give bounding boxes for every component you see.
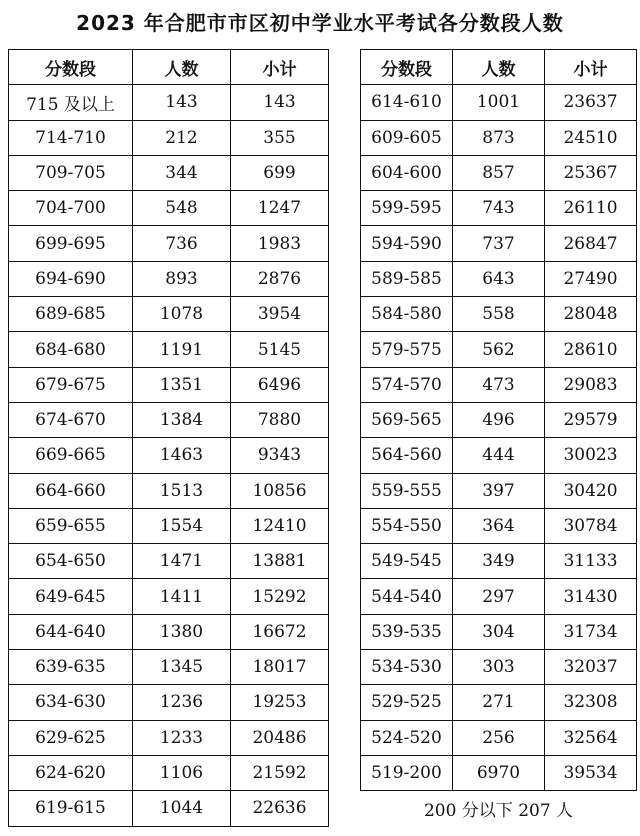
count-cell: 1106 bbox=[133, 755, 231, 790]
table-row bbox=[361, 155, 637, 190]
count-cell: 743 bbox=[453, 191, 545, 226]
subtotal-cell: 12410 bbox=[231, 508, 329, 543]
table-row bbox=[9, 473, 329, 508]
score-range-cell: 604-600 bbox=[361, 155, 453, 190]
subtotal-cell: 10856 bbox=[231, 473, 329, 508]
table-row bbox=[361, 614, 637, 649]
score-range-cell: 664-660 bbox=[9, 473, 133, 508]
subtotal-cell: 1247 bbox=[231, 191, 329, 226]
subtotal-cell: 19253 bbox=[231, 685, 329, 720]
subtotal-cell: 26110 bbox=[545, 191, 637, 226]
count-cell: 444 bbox=[453, 438, 545, 473]
header-range: 分数段 bbox=[9, 50, 133, 85]
subtotal-cell: 1983 bbox=[231, 226, 329, 261]
score-range-cell: 694-690 bbox=[9, 261, 133, 296]
footer-row bbox=[361, 791, 637, 826]
subtotal-cell: 22636 bbox=[231, 791, 329, 826]
table-row bbox=[9, 297, 329, 332]
header-count: 人数 bbox=[133, 50, 231, 85]
subtotal-cell: 13881 bbox=[231, 544, 329, 579]
count-cell: 344 bbox=[133, 155, 231, 190]
table-row bbox=[9, 791, 329, 826]
table-row bbox=[361, 367, 637, 402]
score-range-cell: 574-570 bbox=[361, 367, 453, 402]
header-row bbox=[361, 50, 637, 85]
score-range-cell: 709-705 bbox=[9, 155, 133, 190]
subtotal-cell: 355 bbox=[231, 120, 329, 155]
subtotal-cell: 9343 bbox=[231, 438, 329, 473]
count-cell: 1471 bbox=[133, 544, 231, 579]
subtotal-cell: 2876 bbox=[231, 261, 329, 296]
count-cell: 496 bbox=[453, 402, 545, 437]
table-row bbox=[361, 261, 637, 296]
subtotal-cell: 32308 bbox=[545, 685, 637, 720]
header-range: 分数段 bbox=[361, 50, 453, 85]
count-cell: 1463 bbox=[133, 438, 231, 473]
subtotal-cell: 143 bbox=[231, 85, 329, 120]
score-range-cell: 644-640 bbox=[9, 614, 133, 649]
score-range-cell: 564-560 bbox=[361, 438, 453, 473]
count-cell: 397 bbox=[453, 473, 545, 508]
subtotal-cell: 31734 bbox=[545, 614, 637, 649]
count-cell: 1233 bbox=[133, 720, 231, 755]
page-title: 2023 年合肥市市区初中学业水平考试各分数段人数 bbox=[76, 11, 564, 35]
score-range-cell: 679-675 bbox=[9, 367, 133, 402]
count-cell: 1380 bbox=[133, 614, 231, 649]
score-range-cell: 669-665 bbox=[9, 438, 133, 473]
subtotal-cell: 20486 bbox=[231, 720, 329, 755]
count-cell: 143 bbox=[133, 85, 231, 120]
score-range-cell: 609-605 bbox=[361, 120, 453, 155]
table-row bbox=[361, 226, 637, 261]
count-cell: 271 bbox=[453, 685, 545, 720]
score-range-cell: 584-580 bbox=[361, 297, 453, 332]
score-range-cell: 554-550 bbox=[361, 508, 453, 543]
count-cell: 349 bbox=[453, 544, 545, 579]
subtotal-cell: 28610 bbox=[545, 332, 637, 367]
table-row bbox=[361, 191, 637, 226]
table-row bbox=[9, 508, 329, 543]
table-row bbox=[9, 402, 329, 437]
subtotal-cell: 15292 bbox=[231, 579, 329, 614]
score-range-cell: 524-520 bbox=[361, 720, 453, 755]
count-cell: 1191 bbox=[133, 332, 231, 367]
subtotal-cell: 32564 bbox=[545, 720, 637, 755]
table-row bbox=[9, 544, 329, 579]
count-cell: 364 bbox=[453, 508, 545, 543]
score-range-cell: 579-575 bbox=[361, 332, 453, 367]
table-row bbox=[361, 332, 637, 367]
count-cell: 558 bbox=[453, 297, 545, 332]
table-row bbox=[9, 367, 329, 402]
count-cell: 736 bbox=[133, 226, 231, 261]
subtotal-cell: 32037 bbox=[545, 650, 637, 685]
subtotal-cell: 27490 bbox=[545, 261, 637, 296]
table-row bbox=[361, 685, 637, 720]
subtotal-cell: 7880 bbox=[231, 402, 329, 437]
subtotal-cell: 21592 bbox=[231, 755, 329, 790]
subtotal-cell: 29083 bbox=[545, 367, 637, 402]
table-row bbox=[9, 755, 329, 790]
subtotal-cell: 18017 bbox=[231, 650, 329, 685]
table-row bbox=[9, 85, 329, 120]
count-cell: 256 bbox=[453, 720, 545, 755]
count-cell: 304 bbox=[453, 614, 545, 649]
score-range-cell: 699-695 bbox=[9, 226, 133, 261]
count-cell: 548 bbox=[133, 191, 231, 226]
header-subtotal: 小计 bbox=[231, 50, 329, 85]
table-row bbox=[361, 473, 637, 508]
score-range-cell: 659-655 bbox=[9, 508, 133, 543]
subtotal-cell: 699 bbox=[231, 155, 329, 190]
subtotal-cell: 39534 bbox=[545, 755, 637, 790]
left-table-body bbox=[9, 85, 329, 826]
table-row bbox=[361, 297, 637, 332]
table-row bbox=[361, 720, 637, 755]
count-cell: 857 bbox=[453, 155, 545, 190]
left-score-table bbox=[8, 49, 329, 827]
score-range-cell: 519-200 bbox=[361, 755, 453, 790]
count-cell: 1078 bbox=[133, 297, 231, 332]
right-score-table bbox=[360, 49, 637, 826]
score-range-cell: 549-545 bbox=[361, 544, 453, 579]
subtotal-cell: 16672 bbox=[231, 614, 329, 649]
footer-note: 200 分以下 207 人 bbox=[361, 791, 637, 826]
table-row bbox=[9, 650, 329, 685]
header-row bbox=[9, 50, 329, 85]
score-range-cell: 544-540 bbox=[361, 579, 453, 614]
subtotal-cell: 6496 bbox=[231, 367, 329, 402]
score-range-cell: 529-525 bbox=[361, 685, 453, 720]
subtotal-cell: 24510 bbox=[545, 120, 637, 155]
subtotal-cell: 30784 bbox=[545, 508, 637, 543]
count-cell: 303 bbox=[453, 650, 545, 685]
subtotal-cell: 30420 bbox=[545, 473, 637, 508]
count-cell: 893 bbox=[133, 261, 231, 296]
count-cell: 212 bbox=[133, 120, 231, 155]
score-range-cell: 639-635 bbox=[9, 650, 133, 685]
count-cell: 562 bbox=[453, 332, 545, 367]
table-row bbox=[361, 650, 637, 685]
score-range-cell: 624-620 bbox=[9, 755, 133, 790]
score-range-cell: 629-625 bbox=[9, 720, 133, 755]
score-range-cell: 674-670 bbox=[9, 402, 133, 437]
subtotal-cell: 31133 bbox=[545, 544, 637, 579]
header-count: 人数 bbox=[453, 50, 545, 85]
count-cell: 643 bbox=[453, 261, 545, 296]
count-cell: 473 bbox=[453, 367, 545, 402]
subtotal-cell: 26847 bbox=[545, 226, 637, 261]
table-row bbox=[361, 508, 637, 543]
table-row bbox=[9, 120, 329, 155]
table-row bbox=[9, 332, 329, 367]
count-cell: 1001 bbox=[453, 85, 545, 120]
score-range-cell: 704-700 bbox=[9, 191, 133, 226]
count-cell: 1345 bbox=[133, 650, 231, 685]
score-range-cell: 534-530 bbox=[361, 650, 453, 685]
header-subtotal: 小计 bbox=[545, 50, 637, 85]
subtotal-cell: 3954 bbox=[231, 297, 329, 332]
table-row bbox=[9, 720, 329, 755]
score-range-cell: 649-645 bbox=[9, 579, 133, 614]
table-row bbox=[361, 579, 637, 614]
table-row bbox=[9, 191, 329, 226]
subtotal-cell: 25367 bbox=[545, 155, 637, 190]
count-cell: 873 bbox=[453, 120, 545, 155]
score-range-cell: 594-590 bbox=[361, 226, 453, 261]
score-range-cell: 569-565 bbox=[361, 402, 453, 437]
table-row bbox=[361, 544, 637, 579]
table-row bbox=[9, 614, 329, 649]
subtotal-cell: 28048 bbox=[545, 297, 637, 332]
score-range-cell: 654-650 bbox=[9, 544, 133, 579]
score-range-cell: 689-685 bbox=[9, 297, 133, 332]
table-row bbox=[361, 755, 637, 790]
score-range-cell: 684-680 bbox=[9, 332, 133, 367]
count-cell: 1351 bbox=[133, 367, 231, 402]
subtotal-cell: 30023 bbox=[545, 438, 637, 473]
table-row bbox=[361, 402, 637, 437]
score-range-cell: 559-555 bbox=[361, 473, 453, 508]
subtotal-cell: 29579 bbox=[545, 402, 637, 437]
table-row bbox=[361, 85, 637, 120]
count-cell: 1513 bbox=[133, 473, 231, 508]
count-cell: 1236 bbox=[133, 685, 231, 720]
table-row bbox=[361, 120, 637, 155]
table-row bbox=[9, 685, 329, 720]
table-row bbox=[9, 226, 329, 261]
count-cell: 6970 bbox=[453, 755, 545, 790]
right-table-body bbox=[361, 85, 637, 791]
subtotal-cell: 31430 bbox=[545, 579, 637, 614]
table-row bbox=[9, 155, 329, 190]
table-row bbox=[9, 261, 329, 296]
subtotal-cell: 23637 bbox=[545, 85, 637, 120]
count-cell: 297 bbox=[453, 579, 545, 614]
score-range-cell: 614-610 bbox=[361, 85, 453, 120]
table-row bbox=[9, 438, 329, 473]
score-range-cell: 619-615 bbox=[9, 791, 133, 826]
count-cell: 1044 bbox=[133, 791, 231, 826]
table-row bbox=[361, 438, 637, 473]
count-cell: 1554 bbox=[133, 508, 231, 543]
score-range-cell: 714-710 bbox=[9, 120, 133, 155]
count-cell: 1384 bbox=[133, 402, 231, 437]
count-cell: 737 bbox=[453, 226, 545, 261]
subtotal-cell: 5145 bbox=[231, 332, 329, 367]
table-row bbox=[9, 579, 329, 614]
score-range-cell: 599-595 bbox=[361, 191, 453, 226]
score-range-cell: 539-535 bbox=[361, 614, 453, 649]
score-range-cell: 634-630 bbox=[9, 685, 133, 720]
count-cell: 1411 bbox=[133, 579, 231, 614]
score-range-cell: 589-585 bbox=[361, 261, 453, 296]
score-range-cell: 715 及以上 bbox=[9, 85, 133, 120]
